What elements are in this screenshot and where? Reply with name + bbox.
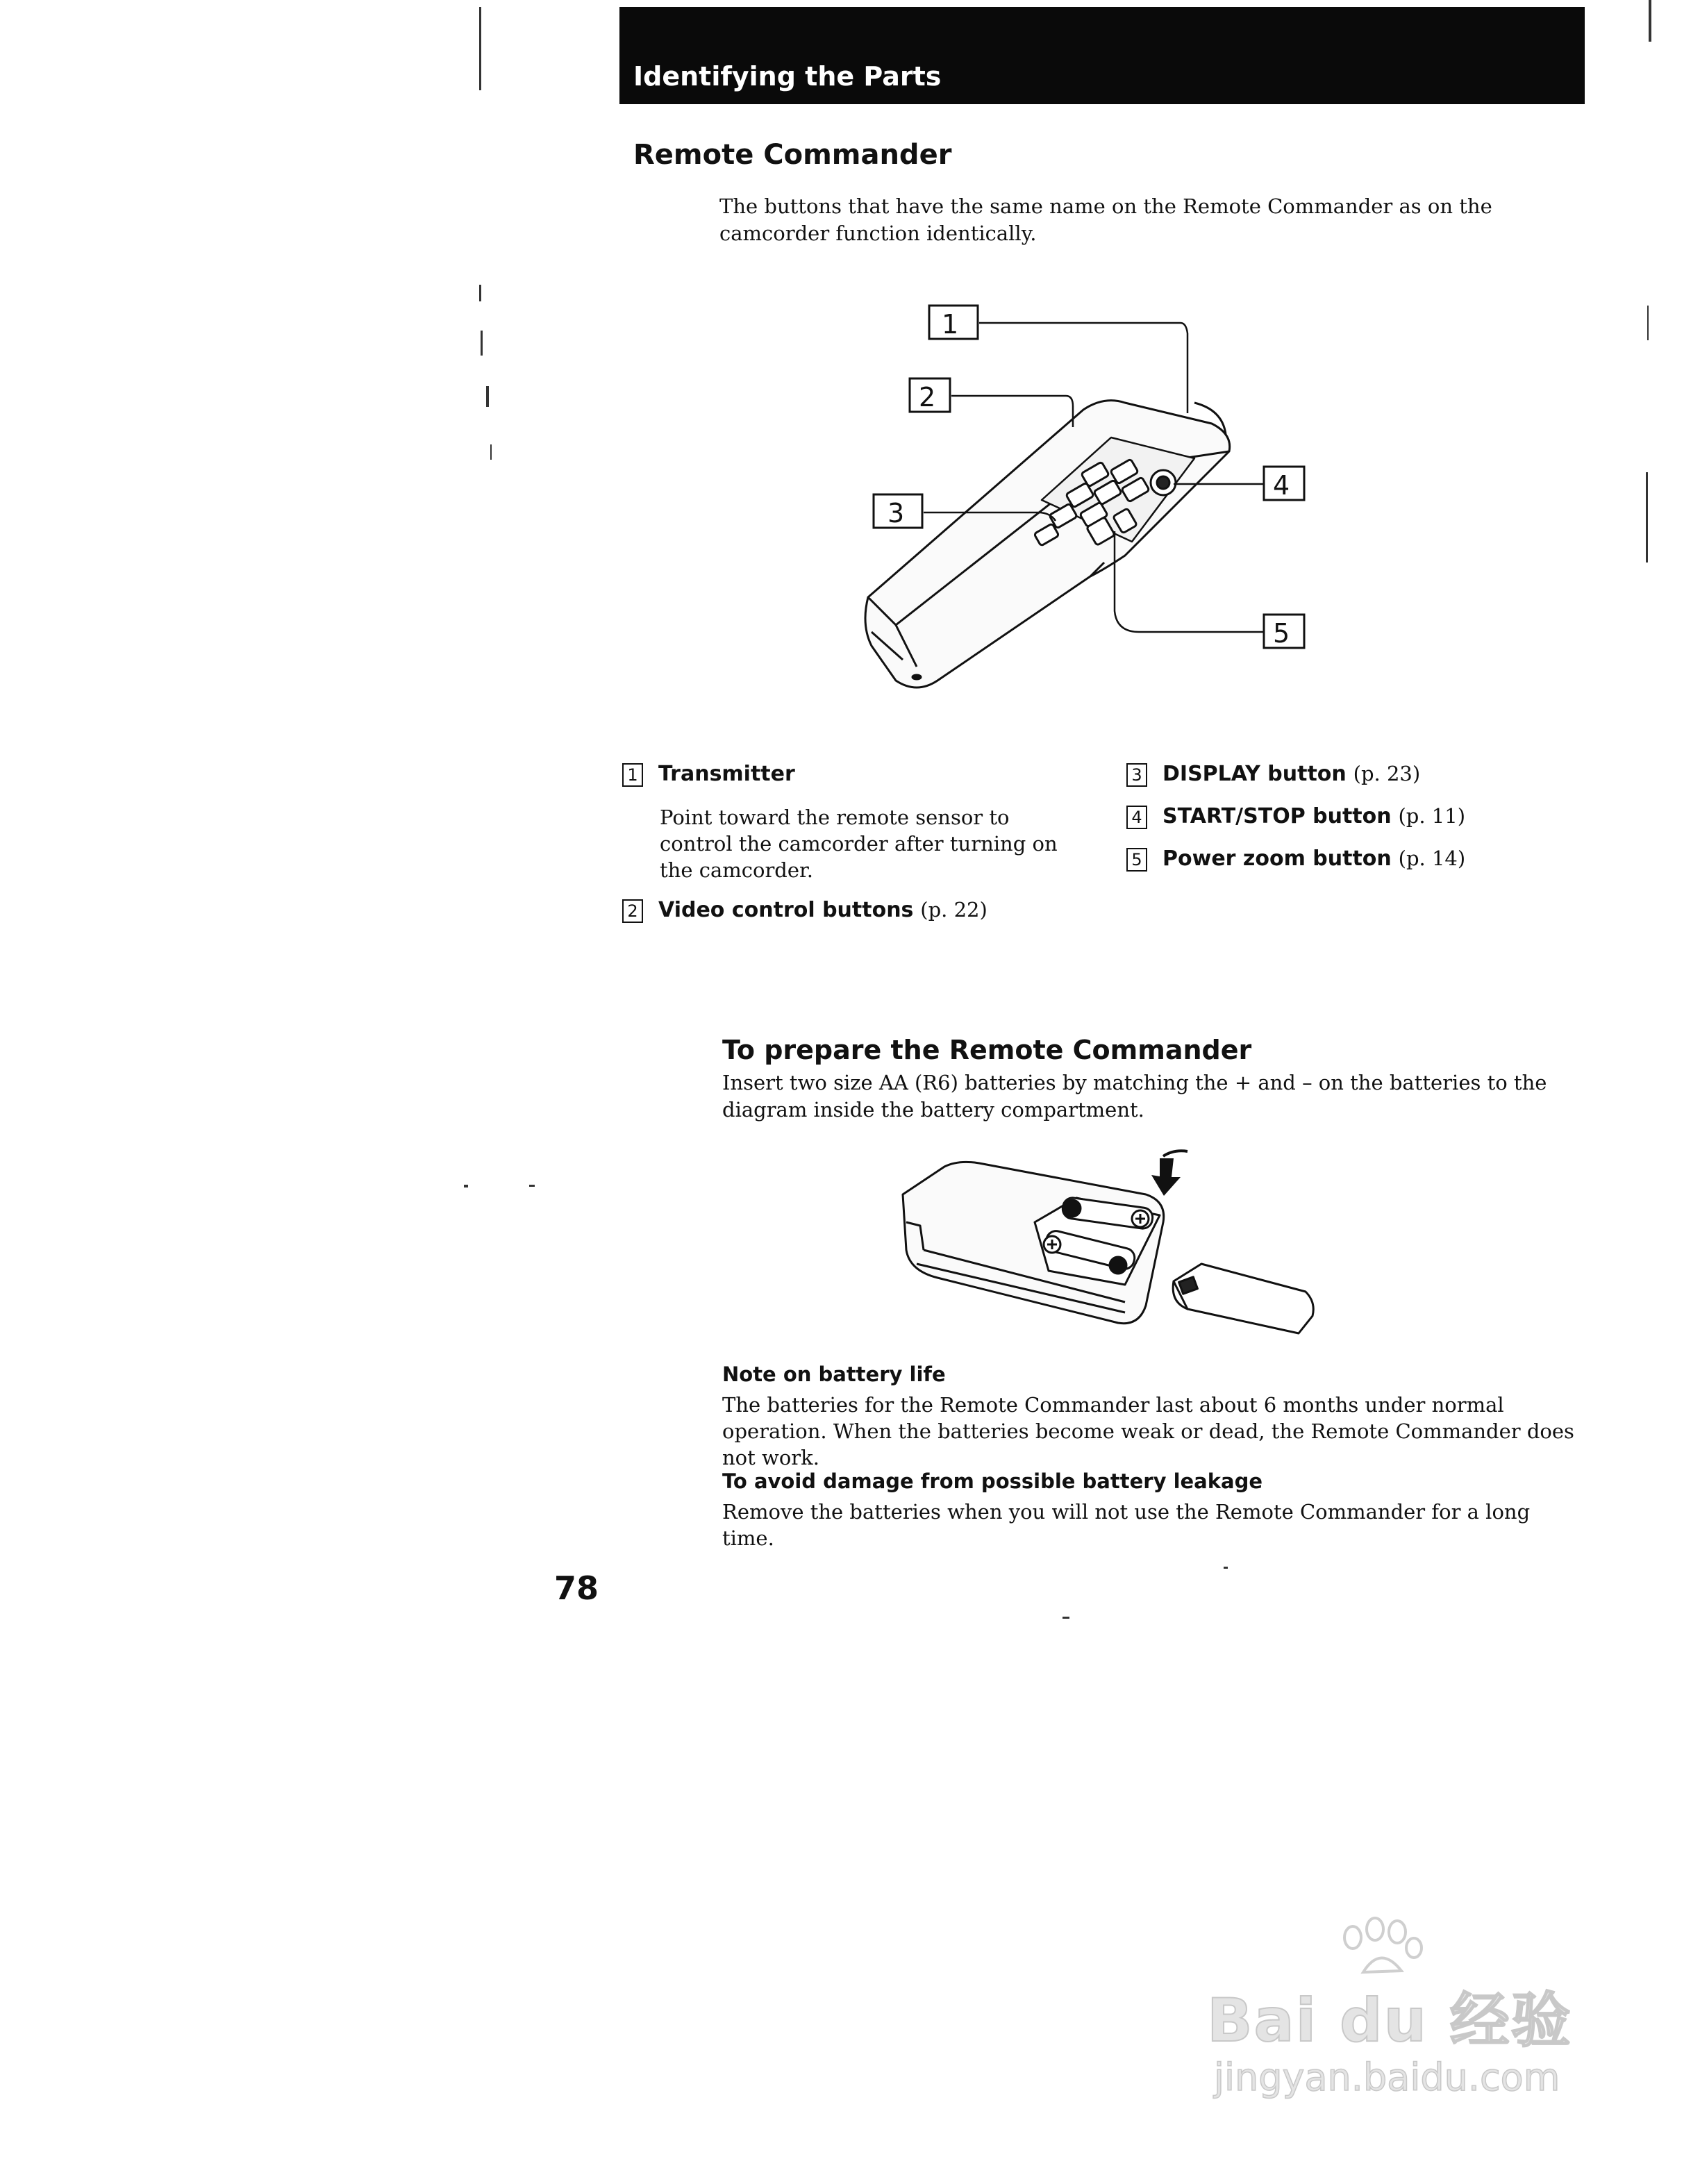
legend-description-transmitter: Point toward the remote sensor to control the camcorder after turning on the camcorder. — [660, 806, 1058, 882]
note-battery-life-heading: Note on battery life — [722, 1362, 946, 1386]
baidu-watermark — [1207, 1917, 1596, 2139]
legend-item-display — [1126, 760, 1420, 788]
section-header-title: Identifying the Parts — [633, 61, 942, 92]
legend-label: DISPLAY button — [1162, 762, 1347, 786]
legend-number: 5 — [1126, 848, 1147, 872]
scan-mark — [1646, 472, 1648, 562]
legend-number: 2 — [622, 899, 643, 923]
note-leakage-heading: To avoid damage from possible battery leakage — [722, 1469, 1263, 1493]
callout-3: 3 — [888, 498, 905, 528]
legend-item-start-stop — [1126, 802, 1465, 831]
paw-logo-icon — [1332, 1917, 1429, 1979]
legend-number: 3 — [1126, 763, 1147, 787]
prepare-paragraph: Insert two size AA (R6) batteries by matching the + and – on the batteries to the diagram inside the battery compartment. — [722, 1071, 1547, 1122]
callout-2: 2 — [919, 382, 936, 412]
scan-mark — [1649, 0, 1651, 42]
legend-item-power-zoom — [1126, 844, 1465, 873]
note-battery-life-text: The batteries for the Remote Commander last about 6 months under normal operation. When the batteries become weak or dead, the Remote Commander does not work. — [722, 1393, 1574, 1469]
intro-paragraph: The buttons that have the same name on the Remote Commander as on the camcorder function identically. — [719, 194, 1492, 245]
battery-cover — [1174, 1264, 1313, 1333]
insert-arrow-icon — [1151, 1151, 1188, 1196]
watermark-url: jingyan.baidu.com — [1214, 2056, 1560, 2099]
legend-item-video-control — [622, 896, 988, 924]
legend-label: START/STOP button — [1162, 804, 1392, 828]
scan-mark — [1647, 306, 1649, 340]
scan-mark — [1062, 1617, 1069, 1619]
note-leakage-text: Remove the batteries when you will not use the Remote Commander for a long time. — [722, 1500, 1531, 1550]
scan-mark — [529, 1185, 535, 1187]
remote-commander-diagram — [854, 292, 1326, 708]
scan-mark — [479, 285, 481, 301]
legend-number: 4 — [1126, 806, 1147, 829]
legend-item-transmitter — [622, 760, 795, 788]
legend-label: Transmitter — [658, 762, 795, 786]
legend-number: 1 — [622, 763, 643, 787]
legend-page-ref: (p. 23) — [1353, 762, 1421, 785]
scan-mark — [490, 444, 492, 460]
legend-label: Power zoom button — [1162, 847, 1392, 871]
battery-insertion-diagram — [896, 1146, 1340, 1375]
legend-page-ref: (p. 11) — [1398, 804, 1466, 828]
callout-5: 5 — [1273, 618, 1290, 649]
legend-page-ref: (p. 14) — [1398, 847, 1466, 870]
watermark-brand: Bai du 经验 — [1207, 1986, 1572, 2056]
page-number: 78 — [554, 1569, 599, 1607]
scan-mark — [479, 7, 481, 90]
scan-mark — [1224, 1567, 1228, 1569]
scan-mark — [481, 331, 483, 356]
scan-mark — [486, 386, 489, 407]
callout-4: 4 — [1273, 470, 1290, 501]
page-title: Remote Commander — [633, 139, 952, 171]
legend-page-ref: (p. 22) — [920, 898, 988, 922]
remote-body — [865, 401, 1230, 687]
prepare-heading: To prepare the Remote Commander — [722, 1035, 1252, 1065]
callout-1: 1 — [942, 309, 959, 340]
scan-mark — [464, 1185, 468, 1187]
legend-label: Video control buttons — [658, 898, 914, 922]
